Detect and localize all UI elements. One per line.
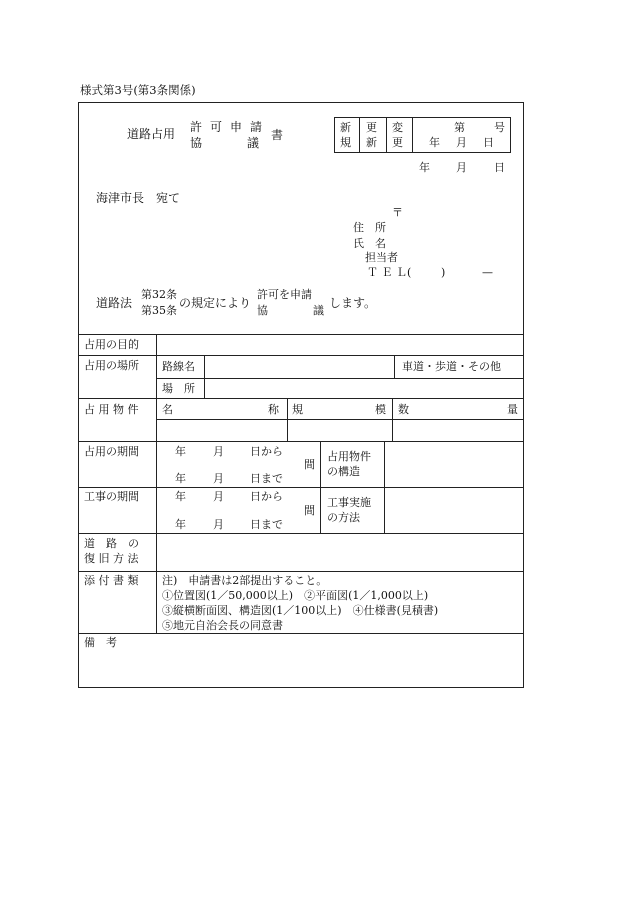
tel-label: Ｔ Ｅ Ｌ( <box>367 266 412 279</box>
construction-to-month: 月 <box>213 518 224 531</box>
structure-label-b: の構造 <box>327 465 360 478</box>
addressee: 海津市長 宛て <box>96 191 181 205</box>
statement-prefix: 道路法 <box>96 296 133 310</box>
construction-interval: 間 <box>304 504 315 517</box>
object-spec-header-b: 模 <box>375 403 386 416</box>
attachment-note-3: ③縦横断面図、構造図(1／100以上) ④仕様書(見積書) <box>162 604 439 617</box>
construction-from-month: 月 <box>213 490 224 503</box>
attachment-note-1: 注) 申請書は2部提出すること。 <box>162 574 328 587</box>
period-interval: 間 <box>304 458 315 471</box>
date-day: 日 <box>494 161 505 174</box>
date-month: 月 <box>456 161 467 174</box>
form-number-label: 様式第3号(第3条関係) <box>80 83 196 97</box>
type-renew-top: 更 <box>366 121 377 134</box>
address-label: 住 所 <box>353 221 386 234</box>
title-permit-label: 許 可 申 請 <box>190 120 263 134</box>
restoration-label-b: 復 旧 方 法 <box>84 552 139 565</box>
statement-consult-b: 議 <box>313 304 324 317</box>
type-new-top: 新 <box>340 121 351 134</box>
location-label: 場 所 <box>162 382 195 395</box>
title-consult-label: 協 議 <box>190 136 260 150</box>
construction-from-year: 年 <box>175 490 186 503</box>
attachment-note-4: ⑤地元自治会長の同意書 <box>162 619 283 632</box>
construction-to-day: 日まで <box>250 518 283 531</box>
date-year: 年 <box>419 161 430 174</box>
object-qty-header-b: 量 <box>507 403 518 416</box>
period-label: 占用の期間 <box>84 445 139 458</box>
statement-consult-a: 協 <box>257 304 268 317</box>
postal-mark: 〒 <box>392 206 403 219</box>
road-type-options: 車道・歩道・その他 <box>402 360 501 373</box>
statement-permit: 許可を申請 <box>257 288 312 301</box>
period-from-day: 日から <box>250 445 283 458</box>
period-to-day: 日まで <box>250 472 283 485</box>
number-go: 号 <box>494 121 505 134</box>
type-change-bottom: 更 <box>392 136 403 149</box>
period-to-year: 年 <box>175 472 186 485</box>
object-label: 占 用 物 件 <box>84 403 139 416</box>
statement-article-35: 第35条 <box>141 304 177 317</box>
object-qty-header-a: 数 <box>398 403 409 416</box>
construction-period-label: 工事の期間 <box>84 490 139 503</box>
number-year: 年 <box>429 136 440 149</box>
contact-person-label: 担当者 <box>365 251 398 264</box>
type-new-bottom: 規 <box>340 136 351 149</box>
structure-label-a: 占用物件 <box>327 450 371 463</box>
period-from-year: 年 <box>175 445 186 458</box>
attachments-label: 添 付 書 類 <box>84 574 139 587</box>
object-spec-header-a: 規 <box>292 403 303 416</box>
attachment-note-2: ①位置図(1／50,000以上) ②平面図(1／1,000以上) <box>162 589 429 602</box>
type-renew-bottom: 新 <box>366 136 377 149</box>
construction-to-year: 年 <box>175 518 186 531</box>
purpose-label: 占用の目的 <box>84 338 139 351</box>
object-name-header-a: 名 <box>162 403 173 416</box>
route-name-label: 路線名 <box>162 360 195 373</box>
number-day: 日 <box>483 136 494 149</box>
remarks-label: 備 考 <box>84 636 117 649</box>
restoration-label-a: 道 路 の <box>84 537 139 550</box>
tel-dash: — <box>482 266 493 279</box>
period-to-month: 月 <box>213 472 224 485</box>
object-name-header-b: 称 <box>268 403 279 416</box>
number-month: 月 <box>456 136 467 149</box>
type-change-top: 変 <box>392 121 403 134</box>
title-prefix: 道路占用 <box>127 127 176 141</box>
number-dai: 第 <box>454 121 465 134</box>
statement-article-32: 第32条 <box>141 288 177 301</box>
statement-middle: の規定により <box>179 296 252 310</box>
construction-from-day: 日から <box>250 490 283 503</box>
title-suffix: 書 <box>271 128 284 142</box>
place-label: 占用の場所 <box>84 359 139 372</box>
method-label-a: 工事実施 <box>327 496 371 509</box>
statement-suffix: します。 <box>329 296 377 310</box>
name-label: 氏 名 <box>353 237 386 250</box>
method-label-b: の方法 <box>327 511 360 524</box>
period-from-month: 月 <box>213 445 224 458</box>
tel-close: ) <box>441 266 446 279</box>
